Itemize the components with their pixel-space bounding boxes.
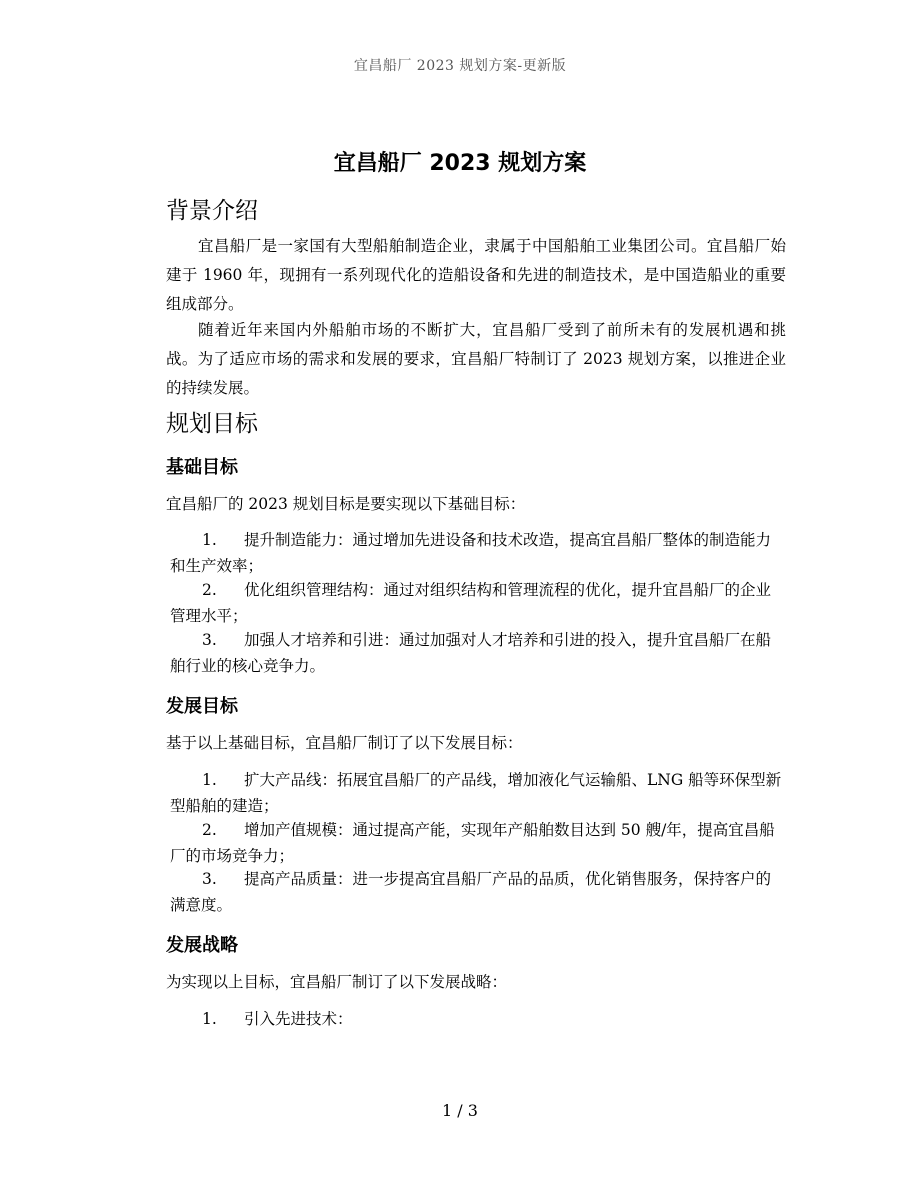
list-item: 1. 提升制造能力：通过增加先进设备和技术改造，提高宜昌船厂整体的制造能力和生产效率；: [170, 531, 772, 575]
list-item: 1. 引入先进技术：: [202, 1010, 353, 1028]
page-number: 1 / 3: [442, 1101, 478, 1120]
document-title: 宜昌船厂 2023 规划方案: [333, 151, 587, 176]
heading-basic-goals: 基础目标: [166, 457, 238, 478]
list-item: 2. 优化组织管理结构：通过对组织结构和管理流程的优化，提升宜昌船厂的企业管理水平；: [170, 581, 772, 625]
development-goals-intro: 基于以上基础目标，宜昌船厂制订了以下发展目标：: [166, 734, 523, 752]
paragraph-background-2: 随着近年来国内外船舶市场的不断扩大，宜昌船厂受到了前所未有的发展机遇和挑战。为了适应市场的需求和发展的要求，宜昌船厂特制订了 2023 规划方案，以推进企业的持续发展。: [166, 321, 786, 397]
list-item: 3. 提高产品质量：进一步提高宜昌船厂产品的品质，优化销售服务，保持客户的满意度。: [170, 870, 772, 914]
paragraph-background-1: 宜昌船厂是一家国有大型船舶制造企业，隶属于中国船舶工业集团公司。宜昌船厂始建于 1960 年，现拥有一系列现代化的造船设备和先进的制造技术，是中国造船业的重要组成部分。: [166, 237, 786, 313]
strategy-intro: 为实现以上目标，宜昌船厂制订了以下发展战略：: [166, 973, 508, 991]
list-item: 3. 加强人才培养和引进：通过加强对人才培养和引进的投入，提升宜昌船厂在船舶行业的核心竞争力。: [170, 631, 772, 675]
heading-goals: 规划目标: [166, 411, 258, 437]
heading-development-goals: 发展目标: [166, 696, 238, 717]
basic-goals-intro: 宜昌船厂的 2023 规划目标是要实现以下基础目标：: [166, 495, 526, 513]
list-item: 1. 扩大产品线：拓展宜昌船厂的产品线，增加液化气运输船、LNG 船等环保型新型船舶的建造；: [170, 771, 782, 815]
heading-development-strategy: 发展战略: [166, 935, 238, 956]
page-header: 宜昌船厂 2023 规划方案-更新版: [353, 58, 567, 74]
list-item: 2. 增加产值规模：通过提高产能，实现年产船舶数目达到 50 艘/年，提高宜昌船厂的市场竞争力；: [170, 821, 775, 865]
heading-background: 背景介绍: [166, 198, 258, 224]
